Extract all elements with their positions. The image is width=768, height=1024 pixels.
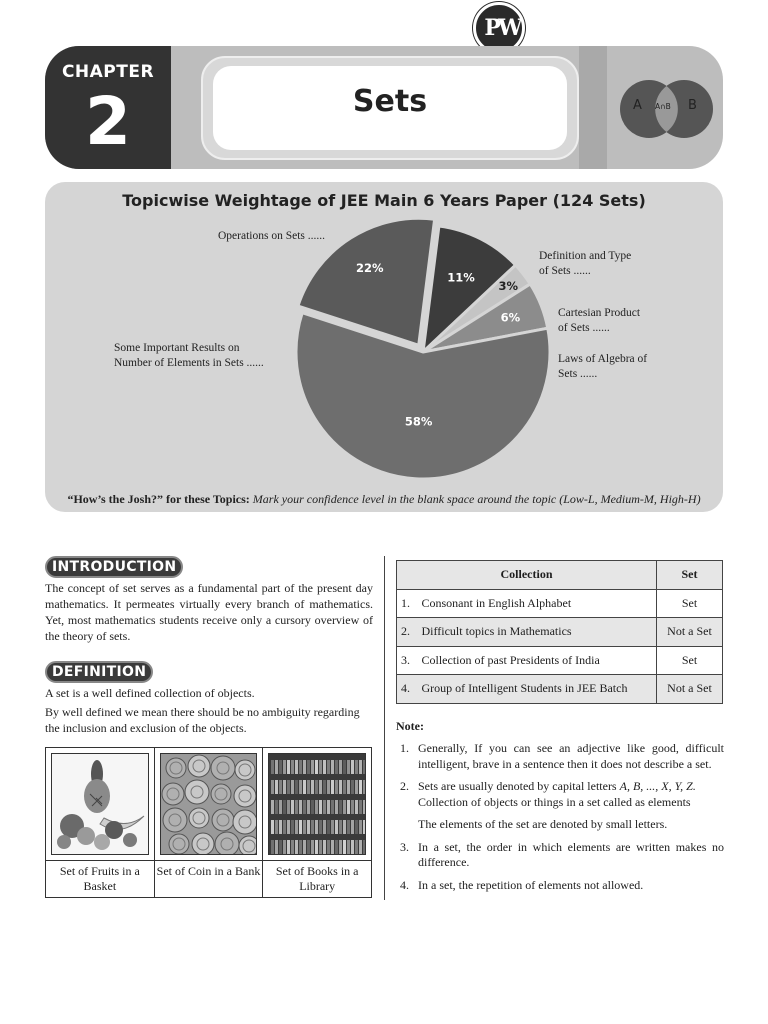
- book-spine: [315, 820, 318, 834]
- card-fruits: [46, 748, 155, 897]
- coin: [169, 834, 189, 854]
- book-spine: [275, 840, 278, 854]
- book-spine: [363, 800, 366, 814]
- row-set: Set: [657, 646, 723, 675]
- book-spine: [311, 760, 314, 774]
- book-spine: [327, 820, 330, 834]
- book-spine: [307, 820, 310, 834]
- book-spine: [279, 800, 282, 814]
- book-spine: [303, 800, 306, 814]
- logo-text: PW: [484, 15, 520, 41]
- chapter-header: [45, 46, 723, 169]
- josh-bold: “How’s the Josh?” for these Topics:: [67, 492, 250, 506]
- card-caption: Set of Books in a Library: [263, 860, 371, 898]
- title-frame: [201, 56, 579, 160]
- book-spine: [315, 800, 318, 814]
- note-number: 3.: [400, 839, 409, 854]
- book-spine: [291, 840, 294, 854]
- note-item: [396, 741, 724, 772]
- book-spine: [275, 780, 278, 794]
- weightage-chart-panel: [45, 182, 723, 512]
- note-heading: Note:: [396, 719, 424, 733]
- book-spine: [283, 780, 286, 794]
- book-spine: [327, 800, 330, 814]
- fruit-basket-image: [51, 753, 149, 855]
- book-spine: [307, 760, 310, 774]
- book-spine: [271, 840, 274, 854]
- book-spine: [347, 840, 350, 854]
- book-spine: [295, 800, 298, 814]
- coin: [185, 780, 209, 804]
- book-spine: [355, 840, 358, 854]
- book-spine: [295, 760, 298, 774]
- coin: [235, 760, 255, 780]
- book-spine: [351, 800, 354, 814]
- card-caption: Set of Fruits in a Basket: [46, 860, 154, 898]
- venn-label-b: B: [688, 98, 697, 113]
- introduction-text: The concept of set serves as a fundamental part of the present day mathematics. It permeates virtually every branch of mathematics. Yet, most mathematics students receive only a cursory overview of the theory of sets.: [45, 581, 373, 643]
- book-spine: [359, 800, 362, 814]
- book-spine: [279, 760, 282, 774]
- book-spine: [327, 840, 330, 854]
- topic-label-definition-line2: of Sets ......: [539, 265, 591, 277]
- card-caption: Set of Coin in a Bank: [155, 860, 263, 898]
- book-spine: [275, 800, 278, 814]
- topic-label-results-line1: Some Important Results on: [114, 342, 240, 354]
- book-spine: [291, 820, 294, 834]
- topic-label-laws-line2: Sets ......: [558, 368, 598, 380]
- book-spine: [363, 840, 366, 854]
- title-shelf: [579, 46, 607, 169]
- coin: [211, 756, 235, 780]
- book-spine: [319, 800, 322, 814]
- chapter-title: Sets: [352, 84, 428, 119]
- book-spine: [335, 760, 338, 774]
- table-row: [397, 646, 723, 675]
- definition-text-1: A set is a well defined collection of objects.: [45, 686, 255, 700]
- topic-label-laws: [558, 352, 647, 382]
- book-spine: [343, 780, 346, 794]
- book-spine: [283, 820, 286, 834]
- row-collection: Group of Intelligent Students in JEE Batch: [419, 675, 657, 704]
- topic-label-laws-line1: Laws of Algebra of: [558, 353, 648, 365]
- venn-label-a: A: [633, 98, 642, 113]
- row-number: 3.: [397, 646, 419, 675]
- definition-text-2: By well defined we mean there should be no ambiguity regarding the inclusion and exclusion of the objects.: [45, 705, 360, 735]
- note-number: 1.: [400, 741, 409, 755]
- josh-italic: Mark your confidence level in the blank space around the topic (Low-L, Medium-M, High-H): [252, 492, 701, 506]
- pie-slice-label: 3%: [498, 278, 519, 293]
- book-spine: [303, 780, 306, 794]
- book-spine: [351, 760, 354, 774]
- book-spine: [299, 820, 302, 834]
- book-spine: [315, 840, 318, 854]
- coin: [233, 810, 257, 834]
- book-spine: [343, 840, 346, 854]
- book-spine: [339, 840, 342, 854]
- book-spine: [347, 780, 350, 794]
- topic-label-operations: Operations on Sets ......: [218, 230, 326, 242]
- book-spine: [323, 780, 326, 794]
- book-spine: [319, 780, 322, 794]
- book-spine: [279, 820, 282, 834]
- book-spine: [271, 800, 274, 814]
- note-number: 4.: [400, 877, 409, 892]
- book-spine: [335, 780, 338, 794]
- book-spine: [355, 820, 358, 834]
- book-spine: [339, 780, 342, 794]
- book-spine: [303, 760, 306, 774]
- book-spine: [363, 780, 366, 794]
- book-spine: [331, 800, 334, 814]
- note-text-pre: Sets are usually denoted by capital letters: [418, 779, 620, 793]
- book-spine: [287, 840, 290, 854]
- chapter-box: [45, 46, 171, 169]
- venn-label-intersection: A∩B: [655, 102, 671, 111]
- book-spine: [347, 820, 350, 834]
- note-text: Generally, If you can see an adjective like good, difficult intelligent, brave in a sentence then it does not describe a set.: [418, 741, 724, 771]
- note-item: [396, 779, 724, 810]
- book-spine: [323, 800, 326, 814]
- book-spine: [339, 820, 342, 834]
- book-spine: [307, 780, 310, 794]
- book-spine: [323, 840, 326, 854]
- book-spine: [287, 780, 290, 794]
- note-text: In a set, the repetition of elements not allowed.: [418, 877, 644, 892]
- row-number: 2.: [397, 618, 419, 647]
- book-spine: [331, 760, 334, 774]
- row-number: 1.: [397, 589, 419, 618]
- book-spine: [335, 800, 338, 814]
- title-inner: [213, 66, 567, 150]
- book-spine: [339, 760, 342, 774]
- card-coins: [155, 748, 264, 897]
- book-spine: [347, 800, 350, 814]
- column-divider: [384, 556, 385, 900]
- book-spine: [287, 800, 290, 814]
- topic-label-results-line2: Number of Elements in Sets ......: [114, 357, 264, 369]
- note-text: In a set, the order in which elements are written makes no difference.: [418, 839, 724, 869]
- book-spine: [363, 760, 366, 774]
- book-spine: [291, 780, 294, 794]
- table-row: [397, 675, 723, 704]
- row-set: Not a Set: [657, 675, 723, 704]
- note-text-post: Collection of objects or things in a set called as elements: [418, 794, 691, 809]
- book-spine: [323, 760, 326, 774]
- book-spine: [295, 780, 298, 794]
- book-spine: [279, 780, 282, 794]
- topic-label-cartesian-line2: of Sets ......: [558, 322, 610, 334]
- coin: [211, 784, 231, 804]
- row-set: Not a Set: [657, 618, 723, 647]
- pie-slice-label: 6%: [500, 310, 521, 325]
- topic-label-cartesian: [558, 306, 640, 336]
- chapter-label: CHAPTER: [61, 62, 155, 82]
- book-spine: [355, 800, 358, 814]
- book-spine: [359, 820, 362, 834]
- venn-diagram-icon: [618, 78, 718, 140]
- collection-table: [396, 560, 723, 704]
- book-spine: [287, 820, 290, 834]
- book-spine: [271, 760, 274, 774]
- chart-title: Topicwise Weightage of JEE Main 6 Years Paper (124 Sets): [122, 191, 646, 210]
- book-spine: [351, 840, 354, 854]
- note-text: [418, 779, 724, 810]
- book-spine: [359, 780, 362, 794]
- book-spine: [343, 820, 346, 834]
- book-spine: [307, 800, 310, 814]
- book-spine: [315, 760, 318, 774]
- topic-label-definition-line1: Definition and Type: [539, 250, 632, 262]
- book-spine: [295, 820, 298, 834]
- book-spine: [359, 760, 362, 774]
- row-collection: Difficult topics in Mathematics: [419, 618, 657, 647]
- topic-label-cartesian-line1: Cartesian Product: [558, 307, 641, 319]
- book-spine: [271, 820, 274, 834]
- book-spine: [319, 820, 322, 834]
- book-spine: [279, 840, 282, 854]
- row-collection: Collection of past Presidents of India: [419, 646, 657, 675]
- book-spine: [355, 780, 358, 794]
- topic-label-results: [114, 341, 264, 371]
- note-subtext: The elements of the set are denoted by small letters.: [418, 817, 668, 831]
- pie-slice-label: 22%: [355, 261, 384, 276]
- chapter-number: 2: [85, 83, 131, 160]
- book-spine: [315, 780, 318, 794]
- book-spine: [283, 840, 286, 854]
- book-spine: [363, 820, 366, 834]
- book-spine: [327, 760, 330, 774]
- book-spine: [343, 760, 346, 774]
- book-spine: [359, 840, 362, 854]
- book-spine: [295, 840, 298, 854]
- coin: [212, 809, 234, 831]
- book-spine: [299, 760, 302, 774]
- book-spine: [291, 760, 294, 774]
- book-spine: [303, 820, 306, 834]
- book-spine: [323, 820, 326, 834]
- book-spine: [275, 820, 278, 834]
- book-spine: [335, 840, 338, 854]
- note-item: [396, 840, 724, 871]
- coin: [188, 755, 210, 777]
- book-spine: [311, 840, 314, 854]
- book-spine: [319, 840, 322, 854]
- table-row: [397, 589, 723, 618]
- header-collection: Collection: [397, 561, 657, 590]
- book-spine: [351, 820, 354, 834]
- note-number: 2.: [400, 779, 409, 793]
- book-spine: [271, 780, 274, 794]
- coin: [162, 783, 184, 805]
- book-spine: [355, 760, 358, 774]
- book-spine: [287, 760, 290, 774]
- pie-slice-label: 58%: [404, 414, 433, 429]
- book-spine: [299, 840, 302, 854]
- table-header-row: [397, 561, 723, 590]
- note-letters: A, B, ..., X, Y, Z.: [619, 779, 696, 793]
- book-spine: [339, 800, 342, 814]
- book-spine: [303, 840, 306, 854]
- book-spine: [331, 820, 334, 834]
- book-spine: [335, 820, 338, 834]
- book-spine: [283, 800, 286, 814]
- note-item: [396, 878, 724, 894]
- example-cards: [45, 747, 372, 898]
- book-spine: [299, 800, 302, 814]
- row-set: Set: [657, 589, 723, 618]
- row-collection: Consonant in English Alphabet: [419, 589, 657, 618]
- book-spine: [275, 760, 278, 774]
- book-spine: [311, 780, 314, 794]
- book-spine: [331, 780, 334, 794]
- book-spine: [351, 780, 354, 794]
- pie-slice: [296, 313, 550, 479]
- book-spine: [283, 760, 286, 774]
- pie-slice-label: 11%: [447, 270, 475, 285]
- row-number: 4.: [397, 675, 419, 704]
- definition-heading: DEFINITION: [45, 661, 153, 683]
- coin: [189, 808, 209, 828]
- card-books: [263, 748, 371, 897]
- book-spine: [347, 760, 350, 774]
- book-spine: [327, 780, 330, 794]
- book-spine: [343, 800, 346, 814]
- book-spine: [311, 820, 314, 834]
- coins-image: [160, 753, 258, 855]
- book-spine: [307, 840, 310, 854]
- book-spine: [311, 800, 314, 814]
- book-spine: [319, 760, 322, 774]
- book-spine: [291, 800, 294, 814]
- topic-label-definition: [539, 249, 631, 279]
- coin: [215, 832, 239, 854]
- book-spine: [331, 840, 334, 854]
- coin: [192, 833, 214, 854]
- library-books-image: [268, 753, 366, 855]
- coin: [163, 808, 187, 832]
- josh-instruction: [45, 492, 723, 507]
- coin: [234, 785, 256, 807]
- table-row: [397, 618, 723, 647]
- book-spine: [299, 780, 302, 794]
- header-set: Set: [657, 561, 723, 590]
- introduction-heading: INTRODUCTION: [45, 556, 183, 578]
- notes-list: [396, 741, 724, 900]
- coin: [166, 758, 186, 778]
